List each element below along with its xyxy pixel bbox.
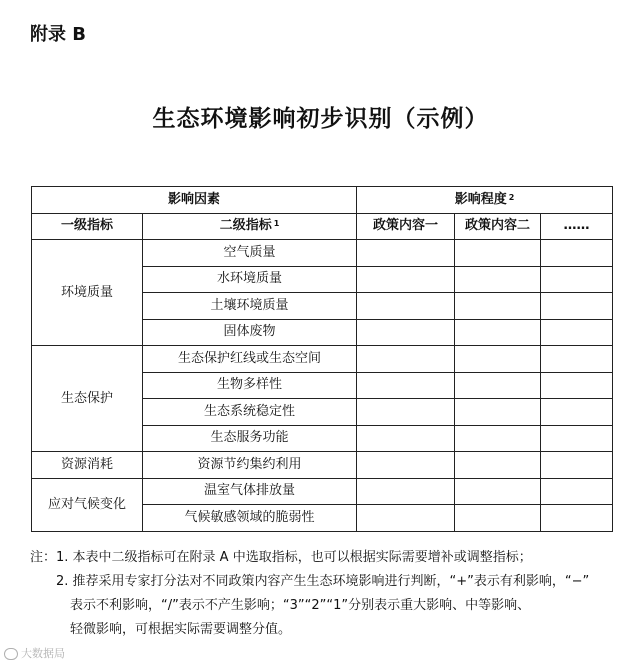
score-cell xyxy=(541,372,613,399)
header-impact-factors: 影响因素 xyxy=(32,187,357,214)
level2-cell: 水环境质量 xyxy=(143,266,357,293)
level2-cell: 资源节约集约利用 xyxy=(143,452,357,479)
score-cell xyxy=(541,425,613,452)
score-cell xyxy=(455,240,541,267)
score-cell xyxy=(455,266,541,293)
score-cell xyxy=(455,372,541,399)
score-cell xyxy=(541,266,613,293)
table-row xyxy=(32,240,613,267)
level2-cell: 固体废物 xyxy=(143,319,357,346)
score-cell xyxy=(455,319,541,346)
note-2-line-3: 轻微影响，可根据实际需要调整分值。 xyxy=(70,622,292,637)
score-cell xyxy=(455,346,541,373)
header-level1: 一级指标 xyxy=(32,213,143,240)
score-cell xyxy=(357,372,455,399)
level1-cell: 应对气候变化 xyxy=(32,478,143,531)
score-cell xyxy=(357,240,455,267)
table-row xyxy=(32,452,613,479)
score-cell xyxy=(541,478,613,505)
score-cell xyxy=(357,266,455,293)
page-title: 生态环境影响初步识别（示例） xyxy=(152,106,489,132)
level2-cell: 生物多样性 xyxy=(143,372,357,399)
level1-cell: 资源消耗 xyxy=(32,452,143,479)
appendix-label: 附录 B xyxy=(30,24,86,45)
score-cell xyxy=(455,478,541,505)
level1-cell: 生态保护 xyxy=(32,346,143,452)
level2-cell: 温室气体排放量 xyxy=(143,478,357,505)
score-cell xyxy=(455,293,541,320)
level2-cell: 空气质量 xyxy=(143,240,357,267)
score-cell xyxy=(357,399,455,426)
score-cell xyxy=(357,346,455,373)
header-policy-1: 政策内容一 xyxy=(357,213,455,240)
header-policy-2: 政策内容二 xyxy=(455,213,541,240)
table-header-row-2 xyxy=(32,213,613,240)
score-cell xyxy=(541,505,613,532)
score-cell xyxy=(357,478,455,505)
table-header-row-1 xyxy=(32,187,613,214)
score-cell xyxy=(357,293,455,320)
level2-cell: 生态服务功能 xyxy=(143,425,357,452)
score-cell xyxy=(357,452,455,479)
score-cell xyxy=(541,240,613,267)
level1-cell: 环境质量 xyxy=(32,240,143,346)
header-impact-degree: 影响程度 $^2$ xyxy=(357,187,613,214)
note-2-line-1: 2. 推荐采用专家打分法对不同政策内容产生生态环境影响进行判断，“+”表示有利影响，“−” xyxy=(56,574,590,589)
score-cell xyxy=(541,346,613,373)
score-cell xyxy=(455,505,541,532)
score-cell xyxy=(455,399,541,426)
score-cell xyxy=(541,319,613,346)
impact-table xyxy=(31,186,613,532)
score-cell xyxy=(357,425,455,452)
level2-cell: 生态保护红线或生态空间 xyxy=(143,346,357,373)
table-notes xyxy=(30,546,630,642)
score-cell xyxy=(357,319,455,346)
note-2-line-2: 表示不利影响，“/”表示不产生影响；“3”“2”“1”分别表示重大影响、中等影响、 xyxy=(70,598,531,613)
score-cell xyxy=(541,293,613,320)
score-cell xyxy=(455,452,541,479)
table-row xyxy=(32,478,613,505)
score-cell xyxy=(357,505,455,532)
score-cell xyxy=(541,399,613,426)
level2-cell: 生态系统稳定性 xyxy=(143,399,357,426)
footnote-marker: 2 xyxy=(508,192,515,202)
header-level2: 二级指标 $^1$ xyxy=(143,213,357,240)
watermark: 大数据局 xyxy=(4,645,65,661)
weibo-logo-icon xyxy=(4,648,18,660)
table-row xyxy=(32,346,613,373)
score-cell xyxy=(541,452,613,479)
level2-cell: 气候敏感领域的脆弱性 xyxy=(143,505,357,532)
note-1: 注：1. 本表中二级指标可在附录 A 中选取指标，也可以根据实际需要增补或调整指标； xyxy=(30,550,532,565)
level2-cell: 土壤环境质量 xyxy=(143,293,357,320)
score-cell xyxy=(455,425,541,452)
header-more: …… xyxy=(541,213,613,240)
footnote-marker: 1 xyxy=(273,219,280,229)
notes-prefix: 注： xyxy=(30,550,57,565)
